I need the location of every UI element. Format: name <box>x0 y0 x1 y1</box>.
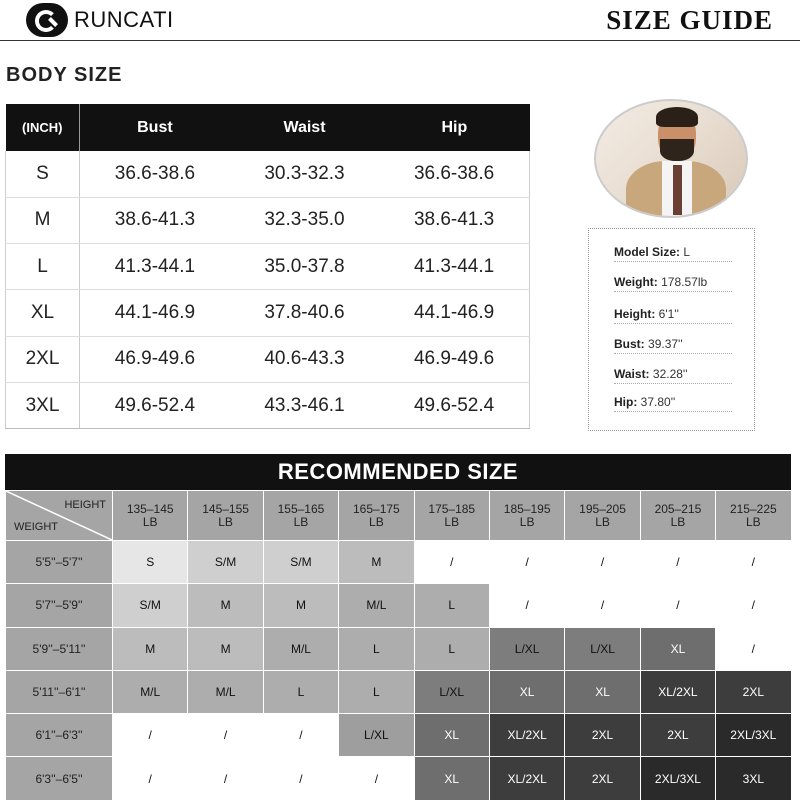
model-info-value: 37.80'' <box>640 395 676 409</box>
waist-cell: 30.3-32.3 <box>230 151 379 197</box>
recommended-size-cell: / <box>565 584 640 627</box>
weight-unit: LB <box>595 514 610 529</box>
model-info-row <box>614 367 732 384</box>
recommended-row <box>6 757 792 800</box>
recommended-size-cell: L <box>339 670 414 713</box>
recommended-size-cell: / <box>716 584 791 627</box>
recommended-size-cell: L/XL <box>414 670 489 713</box>
hip-cell: 38.6-41.3 <box>379 197 529 243</box>
bust-cell: 44.1-46.9 <box>80 290 230 336</box>
height-range-label: 5'5''–5'7'' <box>6 541 113 584</box>
recommended-size-cell: L <box>263 670 338 713</box>
height-weight-corner <box>6 491 113 541</box>
height-range-label: 5'7''–5'9'' <box>6 584 113 627</box>
model-info-row <box>614 245 732 262</box>
recommended-size-table <box>5 490 792 800</box>
size-cell: L <box>6 244 80 290</box>
recommended-size-cell: S/M <box>113 584 188 627</box>
weight-range-header <box>565 491 640 541</box>
recommended-row <box>6 670 792 713</box>
recommended-size-cell: S/M <box>188 541 263 584</box>
recommended-size-cell: M <box>339 541 414 584</box>
recommended-size-cell: L <box>414 584 489 627</box>
weight-range-header <box>716 491 791 541</box>
model-info-label: Bust: <box>614 337 645 351</box>
recommended-size-cell: / <box>263 714 338 757</box>
recommended-size-cell: L/XL <box>339 714 414 757</box>
hip-cell: 36.6-38.6 <box>379 151 529 197</box>
hip-header: Hip <box>379 104 529 151</box>
recommended-size-cell: XL/2XL <box>489 714 564 757</box>
body-size-row <box>6 244 530 290</box>
page-title: SIZE GUIDE <box>606 5 773 35</box>
weight-range-header <box>339 491 414 541</box>
hip-cell: 49.6-52.4 <box>379 382 529 428</box>
recommended-size-cell: S/M <box>263 541 338 584</box>
recommended-size-cell: L/XL <box>565 627 640 670</box>
height-range-label: 5'11''–6'1'' <box>6 670 113 713</box>
recommended-size-cell: / <box>640 584 715 627</box>
body-size-row <box>6 197 530 243</box>
recommended-size-cell: / <box>565 541 640 584</box>
weight-unit: LB <box>293 514 309 529</box>
weight-range-header <box>489 491 564 541</box>
weight-range-header <box>263 491 338 541</box>
recommended-size-cell: / <box>414 541 489 584</box>
recommended-size-cell: M/L <box>339 584 414 627</box>
weight-label: WEIGHT <box>14 521 58 533</box>
recommended-size-cell: 2XL/3XL <box>640 757 715 800</box>
weight-range: 145–155 <box>202 501 249 516</box>
weight-range-header <box>414 491 489 541</box>
weight-unit: LB <box>670 514 686 529</box>
height-range-label: 6'1''–6'3'' <box>6 714 113 757</box>
bust-cell: 36.6-38.6 <box>80 151 230 197</box>
hip-cell: 46.9-49.6 <box>379 336 529 382</box>
weight-range: 185–195 <box>503 501 551 516</box>
model-info-row <box>614 275 732 292</box>
header <box>0 0 800 41</box>
size-cell: 2XL <box>6 336 80 382</box>
brand-logo <box>26 3 174 37</box>
recommended-size-cell: 2XL/3XL <box>716 714 791 757</box>
weight-range: 195–205 <box>579 501 626 516</box>
hip-cell: 41.3-44.1 <box>379 244 529 290</box>
bust-cell: 38.6-41.3 <box>80 197 230 243</box>
bust-header: Bust <box>80 104 230 151</box>
weight-range: 215–225 <box>729 501 777 516</box>
model-info-value: 178.57lb <box>661 275 708 289</box>
recommended-size-cell: L <box>339 627 414 670</box>
recommended-size-cell: XL <box>640 627 715 670</box>
model-info-row <box>614 307 732 324</box>
weight-range: 165–175 <box>353 501 400 516</box>
size-cell: S <box>6 151 80 197</box>
model-info-value: L <box>683 245 691 259</box>
weight-range: 175–185 <box>428 501 476 516</box>
recommended-size-cell: / <box>489 541 564 584</box>
waist-cell: 35.0-37.8 <box>230 244 379 290</box>
body-size-row <box>6 151 530 197</box>
model-info-label: Weight: <box>614 275 658 289</box>
recommended-row <box>6 714 792 757</box>
height-range-label: 5'9''–5'11'' <box>6 627 113 670</box>
body-size-row <box>6 336 530 382</box>
recommended-size-cell: L <box>414 627 489 670</box>
recommended-size-cell: / <box>716 541 791 584</box>
weight-unit: LB <box>444 514 460 529</box>
recommended-size-cell: 2XL <box>565 757 640 800</box>
recommended-size-cell: / <box>640 541 715 584</box>
weight-range: 155–165 <box>277 501 325 516</box>
recommended-size-cell: M <box>263 584 338 627</box>
recommended-size-cell: M <box>188 584 263 627</box>
model-info-label: Model Size: <box>614 245 681 259</box>
unit-header: (INCH) <box>6 104 80 151</box>
model-info-label: Height: <box>614 307 656 321</box>
recommended-size-cell: / <box>113 757 188 800</box>
weight-range: 135–145 <box>126 501 174 516</box>
waist-cell: 43.3-46.1 <box>230 382 379 428</box>
recommended-size-cell: XL <box>565 670 640 713</box>
recommended-size-cell: 2XL <box>716 670 791 713</box>
waist-header: Waist <box>230 104 379 151</box>
recommended-size-cell: M <box>188 627 263 670</box>
recommended-size-cell: / <box>188 714 263 757</box>
model-info-label: Hip: <box>614 395 638 409</box>
weight-range: 205–215 <box>654 501 702 516</box>
model-info-row <box>614 395 732 412</box>
recommended-size-title: RECOMMENDED SIZE <box>5 454 791 490</box>
recommended-size-section <box>5 454 791 800</box>
waist-cell: 32.3-35.0 <box>230 197 379 243</box>
size-cell: XL <box>6 290 80 336</box>
waist-cell: 40.6-43.3 <box>230 336 379 382</box>
bust-cell: 41.3-44.1 <box>80 244 230 290</box>
model-info-value: 39.37'' <box>648 337 683 351</box>
recommended-size-cell: 2XL <box>565 714 640 757</box>
recommended-size-cell: XL <box>489 670 564 713</box>
model-info-label: Waist: <box>614 367 650 381</box>
weight-unit: LB <box>745 514 761 529</box>
body-size-header-row <box>6 104 530 151</box>
recommended-size-cell: XL <box>414 714 489 757</box>
bust-cell: 46.9-49.6 <box>80 336 230 382</box>
recommended-header-row <box>6 491 792 541</box>
model-info-value: 32.28'' <box>652 367 688 381</box>
recommended-size-cell: M/L <box>113 670 188 713</box>
weight-unit: LB <box>218 514 233 529</box>
weight-unit: LB <box>519 514 535 529</box>
recommended-size-cell: / <box>339 757 414 800</box>
recommended-size-cell: M <box>113 627 188 670</box>
height-label: HEIGHT <box>64 499 106 511</box>
weight-unit: LB <box>369 514 384 529</box>
recommended-size-cell: M/L <box>188 670 263 713</box>
recommended-size-cell: 3XL <box>716 757 791 800</box>
recommended-size-cell: S <box>113 541 188 584</box>
model-photo <box>594 99 748 218</box>
model-info-box <box>588 228 755 431</box>
recommended-size-cell: L/XL <box>489 627 564 670</box>
recommended-row <box>6 627 792 670</box>
height-range-label: 6'3''–6'5'' <box>6 757 113 800</box>
size-cell: M <box>6 197 80 243</box>
bust-cell: 49.6-52.4 <box>80 382 230 428</box>
recommended-row <box>6 541 792 584</box>
brand-name: RUNCATI <box>74 7 174 32</box>
model-info-value: 6'1'' <box>658 307 679 321</box>
body-size-row <box>6 290 530 336</box>
recommended-row <box>6 584 792 627</box>
waist-cell: 37.8-40.6 <box>230 290 379 336</box>
weight-range-header <box>113 491 188 541</box>
recommended-size-cell: M/L <box>263 627 338 670</box>
size-cell: 3XL <box>6 382 80 428</box>
recommended-size-cell: 2XL <box>640 714 715 757</box>
recommended-size-cell: / <box>113 714 188 757</box>
hip-cell: 44.1-46.9 <box>379 290 529 336</box>
recommended-size-cell: XL/2XL <box>489 757 564 800</box>
recommended-size-cell: XL/2XL <box>640 670 715 713</box>
recommended-size-cell: / <box>263 757 338 800</box>
body-size-table <box>5 104 530 429</box>
weight-range-header <box>188 491 263 541</box>
recommended-size-cell: XL <box>414 757 489 800</box>
recommended-size-cell: / <box>716 627 791 670</box>
recommended-size-cell: / <box>489 584 564 627</box>
body-size-title: BODY SIZE <box>6 64 123 86</box>
recommended-size-cell: / <box>188 757 263 800</box>
body-size-row <box>6 382 530 428</box>
weight-unit: LB <box>142 514 158 529</box>
brand-logo-icon <box>26 3 68 37</box>
model-info-row <box>614 337 732 354</box>
weight-range-header <box>640 491 715 541</box>
